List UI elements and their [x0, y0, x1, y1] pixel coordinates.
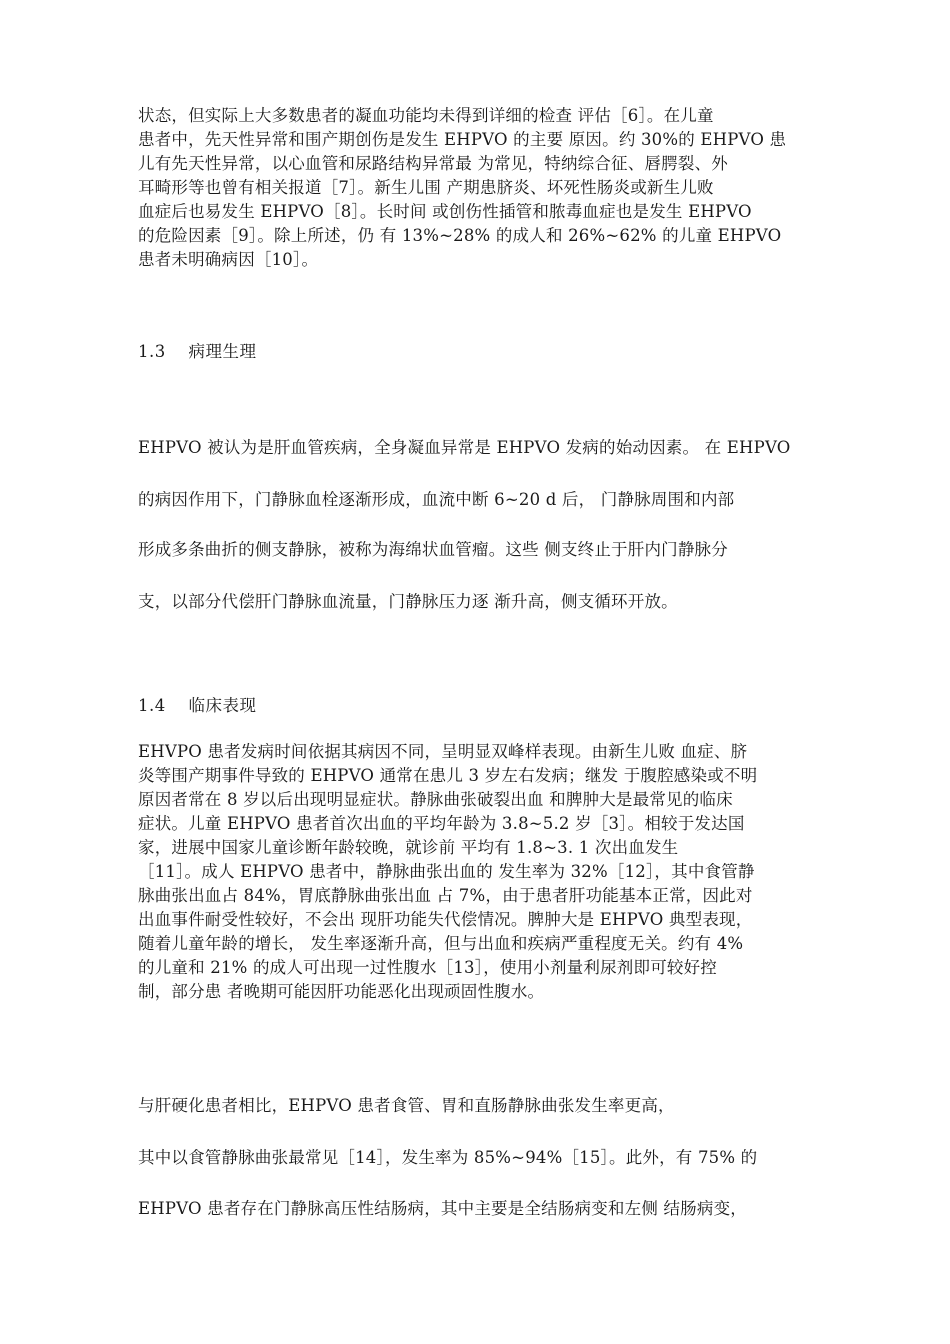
text-line: 与肝硬化患者相比，EHPVO 患者食管、胃和直肠静脉曲张发生率更高， [138, 1096, 675, 1115]
text-line: ［11］。成人 EHPVO 患者中，静脉曲张出血的 发生率为 32%［12］，其中食管静 [138, 862, 755, 881]
text-line: 其中以食管静脉曲张最常见［14］，发生率为 85%~94%［15］。此外，有 75% 的 [138, 1148, 758, 1167]
text-line: EHPVO 患者存在门静脉高压性结肠病，其中主要是全结肠病变和左侧 结肠病变， [138, 1199, 747, 1218]
text-line: 脉曲张出血占 84%，胃底静脉曲张出血 占 7%，由于患者肝功能基本正常，因此对 [138, 886, 753, 905]
section-heading-pathophysiology: 1.3 病理生理 [138, 342, 257, 361]
text-line: 血症后也易发生 EHPVO［8］。长时间 或创伤性插管和脓毒血症也是发生 EHPVO [138, 202, 752, 221]
text-line: 制，部分患 者晚期可能因肝功能恶化出现顽固性腹水。 [138, 982, 545, 1001]
section-heading-clinical-manifestations: 1.4 临床表现 [138, 696, 257, 715]
text-line: 的病因作用下，门静脉血栓逐渐形成，血流中断 6~20 d 后， 门静脉周围和内部 [138, 490, 735, 509]
text-line: 随着儿童年龄的增长， 发生率逐渐升高，但与出血和疾病严重程度无关。约有 4% [138, 934, 744, 953]
text-line: 支，以部分代偿肝门静脉血流量，门静脉压力逐 渐升高，侧支循环开放。 [138, 592, 678, 611]
text-line: 炎等围产期事件导致的 EHPVO 通常在患儿 3 岁左右发病；继发 于腹腔感染或不明 [138, 766, 758, 785]
text-line: 出血事件耐受性较好，不会出 现肝功能失代偿情况。脾肿大是 EHPVO 典型表现， [138, 910, 753, 929]
text-line: EHVPO 患者发病时间依据其病因不同，呈明显双峰样表现。由新生儿败 血症、脐 [138, 742, 748, 761]
text-line: 原因者常在 8 岁以后出现明显症状。静脉曲张破裂出血 和脾肿大是最常见的临床 [138, 790, 733, 809]
text-line: 状态，但实际上大多数患者的凝血功能均未得到详细的检查 评估［6］。在儿童 [138, 106, 714, 125]
text-line: 症状。儿童 EHPVO 患者首次出血的平均年龄为 3.8~5.2 岁［3］。相较于发达国 [138, 814, 745, 833]
text-line: 家，进展中国家儿童诊断年龄较晚，就诊前 平均有 1.8~3. 1 次出血发生 [138, 838, 679, 857]
text-line: 儿有先天性异常，以心血管和尿路结构异常最 为常见，特纳综合征、唇腭裂、外 [138, 154, 728, 173]
text-line: 的儿童和 21% 的成人可出现一过性腹水［13］，使用小剂量利尿剂即可较好控 [138, 958, 718, 977]
text-line: 形成多条曲折的侧支静脉，被称为海绵状血管瘤。这些 侧支终止于肝内门静脉分 [138, 540, 728, 559]
text-line: EHPVO 被认为是肝血管疾病，全身凝血异常是 EHPVO 发病的始动因素。 在 EHPVO [138, 438, 791, 457]
text-line: 的危险因素［9］。除上所述，仍 有 13%~28% 的成人和 26%~62% 的儿童 EHPVO [138, 226, 782, 245]
text-line: 患者未明确病因［10］。 [138, 250, 319, 269]
text-line: 耳畸形等也曾有相关报道［7］。新生儿围 产期患脐炎、坏死性肠炎或新生儿败 [138, 178, 714, 197]
text-line: 患者中，先天性异常和围产期创伤是发生 EHPVO 的主要 原因。约 30%的 EHPVO 患 [138, 130, 787, 149]
